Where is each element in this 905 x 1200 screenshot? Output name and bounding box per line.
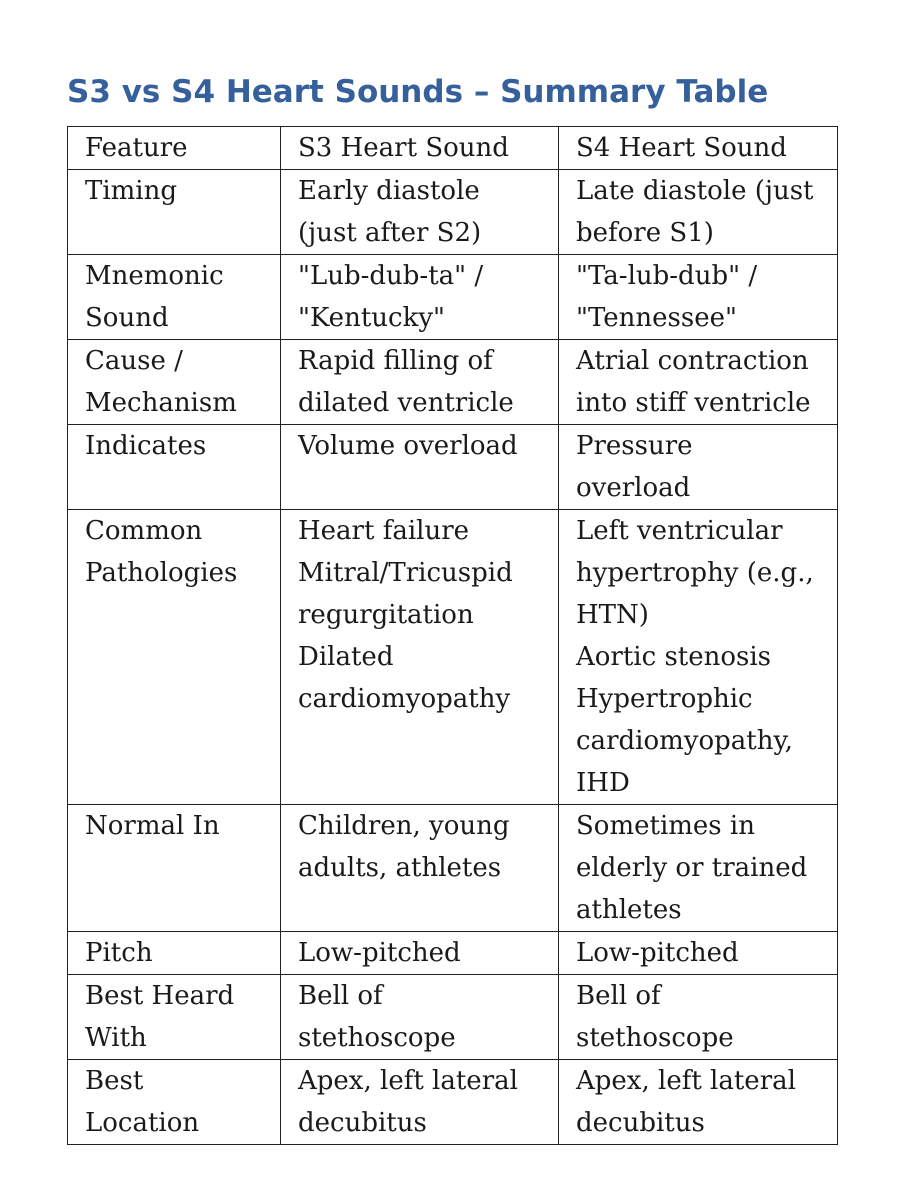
cell-line: adults, athletes	[298, 853, 502, 883]
cell-line: "Ta-lub-dub" /	[576, 261, 758, 291]
cell-line: Indicates	[85, 431, 207, 461]
cell-line: regurgitation	[298, 600, 474, 630]
header-cell-s4	[559, 127, 838, 170]
table-row	[68, 255, 838, 340]
s3-cell	[281, 170, 559, 255]
s3-cell	[281, 1060, 559, 1145]
cell-line: Cause /	[85, 346, 183, 376]
feature-cell	[68, 425, 281, 510]
cell-line: Common	[85, 516, 203, 546]
cell-line: Best	[85, 1066, 144, 1096]
cell-line: decubitus	[576, 1108, 705, 1138]
cell-line: With	[85, 1023, 147, 1053]
cell-line: stethoscope	[576, 1023, 734, 1053]
feature-cell	[68, 1060, 281, 1145]
cell-line: Sometimes in	[576, 811, 755, 841]
cell-line: Location	[85, 1108, 200, 1138]
s4-cell	[559, 425, 838, 510]
cell-line: Feature	[85, 133, 188, 163]
cell-line: Best Heard	[85, 981, 235, 1011]
s4-cell	[559, 975, 838, 1060]
table-row	[68, 510, 838, 805]
cell-line: hypertrophy (e.g.,	[576, 558, 814, 588]
cell-line: IHD	[576, 768, 630, 798]
table-row	[68, 425, 838, 510]
cell-line: Children, young	[298, 811, 510, 841]
s4-cell	[559, 340, 838, 425]
cell-line: cardiomyopathy,	[576, 726, 793, 756]
cell-line: Pressure	[576, 431, 693, 461]
cell-line: Bell of	[576, 981, 661, 1011]
cell-line: Timing	[85, 176, 178, 206]
cell-line: Late diastole (just	[576, 176, 814, 206]
s4-cell	[559, 805, 838, 932]
table-row	[68, 170, 838, 255]
cell-line: Early diastole	[298, 176, 480, 206]
cell-line: dilated ventricle	[298, 388, 514, 418]
page-title: S3 vs S4 Heart Sounds – Summary Table	[67, 74, 769, 110]
cell-line: "Lub-dub-ta" /	[298, 261, 484, 291]
cell-line: decubitus	[298, 1108, 427, 1138]
cell-line: Left ventricular	[576, 516, 783, 546]
feature-cell	[68, 932, 281, 975]
table-row	[68, 805, 838, 932]
table-row	[68, 932, 838, 975]
cell-line: Volume overload	[298, 431, 518, 461]
cell-line: overload	[576, 473, 691, 503]
feature-cell	[68, 340, 281, 425]
feature-cell	[68, 510, 281, 805]
header-cell-s3	[281, 127, 559, 170]
cell-line: Pathologies	[85, 558, 238, 588]
s4-cell	[559, 255, 838, 340]
cell-line: "Kentucky"	[298, 303, 445, 333]
cell-line: Heart failure	[298, 516, 470, 546]
cell-line: "Tennessee"	[576, 303, 737, 333]
cell-line: stethoscope	[298, 1023, 456, 1053]
table-row	[68, 1060, 838, 1145]
cell-line: Atrial contraction	[576, 346, 809, 376]
summary-table	[67, 126, 838, 1145]
cell-line: (just after S2)	[298, 218, 482, 248]
s4-cell	[559, 170, 838, 255]
cell-line: before S1)	[576, 218, 714, 248]
cell-line: Mitral/Tricuspid	[298, 558, 513, 588]
table-row	[68, 975, 838, 1060]
s3-cell	[281, 975, 559, 1060]
table-body	[68, 127, 838, 1145]
cell-line: Hypertrophic	[576, 684, 753, 714]
cell-line: S4 Heart Sound	[576, 133, 787, 163]
cell-line: Rapid filling of	[298, 346, 493, 376]
header-cell-feature	[68, 127, 281, 170]
s3-cell	[281, 425, 559, 510]
cell-line: Apex, left lateral	[576, 1066, 796, 1096]
s3-cell	[281, 255, 559, 340]
cell-line: Mechanism	[85, 388, 237, 418]
table-header-row	[68, 127, 838, 170]
cell-line: Mnemonic	[85, 261, 224, 291]
s3-cell	[281, 510, 559, 805]
feature-cell	[68, 805, 281, 932]
cell-line: Apex, left lateral	[298, 1066, 518, 1096]
cell-line: into stiff ventricle	[576, 388, 811, 418]
cell-line: Bell of	[298, 981, 383, 1011]
feature-cell	[68, 975, 281, 1060]
cell-line: Dilated	[298, 642, 394, 672]
cell-line: Low-pitched	[576, 938, 739, 968]
feature-cell	[68, 170, 281, 255]
s4-cell	[559, 932, 838, 975]
cell-line: Low-pitched	[298, 938, 461, 968]
cell-line: S3 Heart Sound	[298, 133, 509, 163]
cell-line: cardiomyopathy	[298, 684, 511, 714]
cell-line: Sound	[85, 303, 169, 333]
table-row	[68, 340, 838, 425]
cell-line: athletes	[576, 895, 682, 925]
cell-line: Normal In	[85, 811, 220, 841]
cell-line: Aortic stenosis	[576, 642, 772, 672]
s3-cell	[281, 340, 559, 425]
s4-cell	[559, 1060, 838, 1145]
feature-cell	[68, 255, 281, 340]
s3-cell	[281, 805, 559, 932]
cell-line: Pitch	[85, 938, 153, 968]
s3-cell	[281, 932, 559, 975]
cell-line: HTN)	[576, 600, 649, 630]
s4-cell	[559, 510, 838, 805]
cell-line: elderly or trained	[576, 853, 808, 883]
